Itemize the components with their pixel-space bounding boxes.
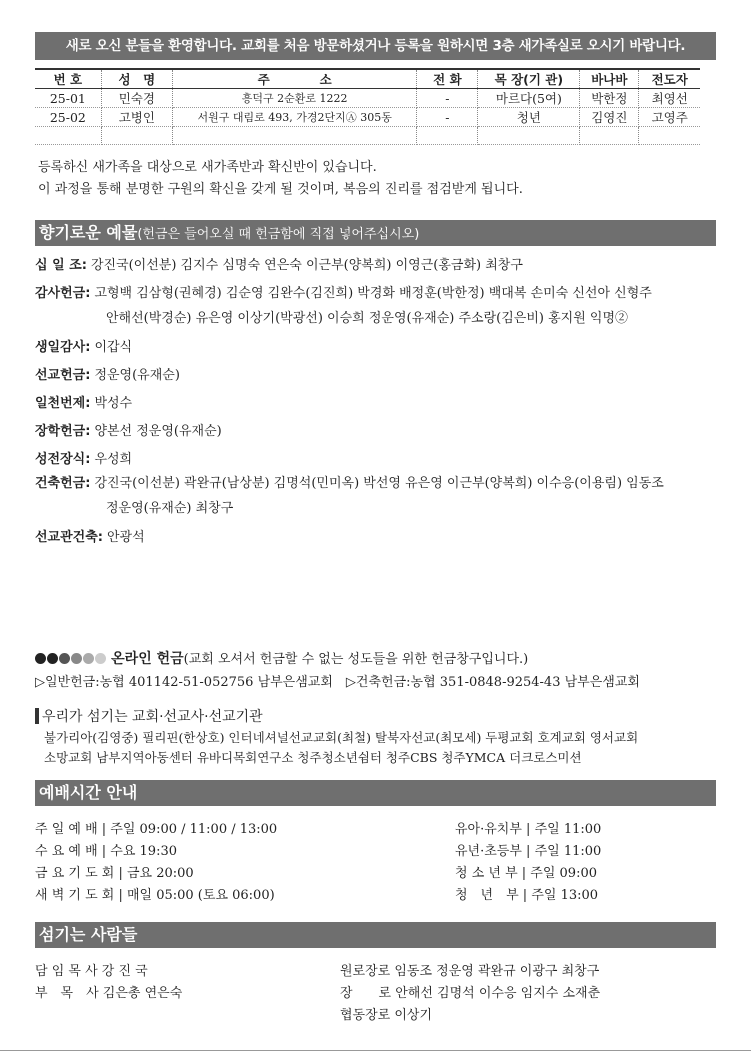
offering-item	[35, 254, 523, 273]
bottom-divider	[0, 1050, 751, 1051]
staff-line: 원로장로 임동조 정운영 곽완규 이광구 최창구	[340, 964, 600, 979]
registration-table	[35, 68, 700, 145]
missions-title-line	[35, 706, 263, 726]
cell-group: 마르다(5여)	[478, 89, 580, 108]
staff-line: 장 로 안해선 김명석 이수응 임지수 소재춘	[340, 986, 601, 1001]
offering-item	[35, 448, 132, 467]
offering-item	[35, 526, 145, 545]
offering-label: 건축헌금:	[35, 476, 91, 491]
online-offering-title: 온라인 헌금	[111, 651, 184, 667]
header-group: 목 장(기 관)	[478, 69, 580, 89]
cell-number: 25-01	[35, 89, 101, 108]
offering-names: 강진국(이선분) 김지수 심명숙 연은숙 이근부(양복희) 이영근(홍금화) 최창구	[90, 258, 523, 273]
worship-time: 주 일 예 배 | 주일 09:00 / 11:00 / 13:00	[35, 822, 278, 837]
offering-label: 장학헌금:	[35, 424, 91, 439]
worship-time: 금 요 기 도 회 | 금요 20:00	[35, 866, 194, 881]
header-name: 성 명	[101, 69, 172, 89]
cell-evangelist: 최영선	[639, 89, 700, 108]
header-phone: 전 화	[417, 69, 478, 89]
table-header-row	[35, 69, 700, 89]
missions-line: 불가리아(김영중) 필리핀(한상호) 인터네셔널선교교회(최철) 탈북자선교(최모세) 두평교회 호계교회 영서교회	[44, 730, 639, 745]
cell-phone: -	[417, 108, 478, 127]
cell-group: 청년	[478, 108, 580, 127]
cell-evangelist: 고영주	[639, 108, 700, 127]
cell-address: 서원구 대림로 493, 가경2단지Ⓐ 305동	[172, 108, 416, 127]
staff-left-column	[35, 960, 182, 1004]
cell-barnabas: 박한정	[580, 89, 639, 108]
offering-names: 우성희	[94, 452, 133, 467]
offering-item	[35, 472, 664, 516]
offering-label: 십 일 조:	[35, 258, 87, 273]
staff-title: 섬기는 사람들	[39, 925, 138, 944]
staff-line: 부 목 사 김은총 연은숙	[35, 986, 183, 1001]
header-barnabas: 바나바	[580, 69, 639, 89]
header-address: 주 소	[172, 69, 416, 89]
offering-names: 정운영(유재순) 최창구	[106, 501, 234, 516]
worship-time: 유아·유치부 | 주일 11:00	[455, 822, 602, 837]
header-number: 번 호	[35, 69, 101, 89]
offering-names: 정운영(유재순)	[94, 368, 180, 383]
offering-names: 안해선(박경순) 유은영 이상기(박광선) 이승희 정운영(유재순) 주소랑(김은비) 홍지원 익명②	[106, 311, 629, 326]
table-row-empty	[35, 127, 700, 145]
notice-line: 등록하신 새가족을 대상으로 새가족반과 확신반이 있습니다.	[38, 160, 377, 175]
offering-label: 감사헌금:	[35, 286, 91, 301]
worship-time: 유년·초등부 | 주일 11:00	[455, 844, 602, 859]
account-numbers: ▷일반헌금:농협 401142-51-052756 남부은샘교회 ▷건축헌금:농협 351-0848-9254-43 남부은샘교회	[35, 675, 640, 690]
cell-barnabas: 김영진	[580, 108, 639, 127]
offering-section-header	[35, 220, 716, 246]
offering-names: 안광석	[107, 530, 145, 545]
offering-item	[35, 282, 652, 326]
offering-label: 성전장식:	[35, 452, 91, 467]
offering-label: 선교관건축:	[35, 530, 103, 545]
worship-left-column	[35, 818, 277, 906]
notice-line: 이 과정을 통해 분명한 구원의 확신을 갖게 될 것이며, 복음의 진리를 점검받게 됩니다.	[38, 182, 523, 197]
staff-line: 협동장로 이상기	[340, 1008, 433, 1023]
offering-label: 생일감사:	[35, 340, 91, 355]
cell-phone: -	[417, 89, 478, 108]
worship-time: 새 벽 기 도 회 | 매일 05:00 (토요 06:00)	[35, 888, 275, 903]
cell-address: 흥덕구 2순환로 1222	[172, 89, 416, 108]
dots-decoration	[35, 652, 111, 667]
offering-names: 강진국(이선분) 곽완규(남상분) 김명석(민미옥) 박선영 유은영 이근부(양복희) 이수응(이용림) 임동조	[94, 476, 664, 491]
worship-title: 예배시간 안내	[39, 783, 138, 802]
offering-label: 선교헌금:	[35, 368, 91, 383]
offering-names: 박성수	[94, 396, 133, 411]
table-row	[35, 108, 700, 127]
online-offering-desc: (교회 오셔서 헌금할 수 없는 성도들을 위한 헌금창구입니다.)	[183, 652, 529, 667]
worship-section-header	[35, 780, 716, 806]
offering-item	[35, 336, 132, 355]
staff-line: 담 임 목 사 강 진 국	[35, 964, 148, 979]
worship-right-column	[455, 818, 601, 906]
offering-subtitle: (헌금은 들어오실 때 헌금함에 직접 넣어주십시오)	[137, 227, 420, 242]
missions-title: 우리가 섬기는 교회·선교사·선교기관	[42, 709, 263, 725]
table-row	[35, 89, 700, 108]
offering-names: 양본선 정운영(유재순)	[94, 424, 222, 439]
offering-title: 향기로운 예물	[39, 223, 138, 242]
header-evangelist: 전도자	[639, 69, 700, 89]
worship-time: 청 년 부 | 주일 13:00	[455, 888, 599, 903]
cell-name: 민숙경	[101, 89, 172, 108]
online-offering-line	[35, 648, 528, 668]
welcome-banner: 새로 오신 분들을 환영합니다. 교회를 처음 방문하셨거나 등록을 원하시면 3층 새가족실로 오시기 바랍니다.	[35, 32, 716, 60]
offering-item	[35, 392, 132, 411]
offering-names: 이갑식	[94, 340, 133, 355]
missions-line: 소망교회 남부지역아동센터 유바디목회연구소 청주청소년쉼터 청주CBS 청주YMCA 더크로스미션	[44, 750, 582, 765]
cell-number: 25-02	[35, 108, 101, 127]
staff-right-column	[340, 960, 600, 1026]
worship-time: 청 소 년 부 | 주일 09:00	[455, 866, 597, 881]
offering-item	[35, 420, 222, 439]
offering-names: 고형백 김삼형(권혜경) 김순영 김완수(김진희) 박경화 배정훈(박한정) 백대복 손미숙 신선아 신형주	[94, 286, 652, 301]
bar-marker-icon	[35, 708, 39, 724]
offering-item	[35, 364, 180, 383]
offering-label: 일천번제:	[35, 396, 91, 411]
worship-time: 수 요 예 배 | 수요 19:30	[35, 844, 177, 859]
staff-section-header	[35, 922, 716, 948]
cell-name: 고병인	[101, 108, 172, 127]
